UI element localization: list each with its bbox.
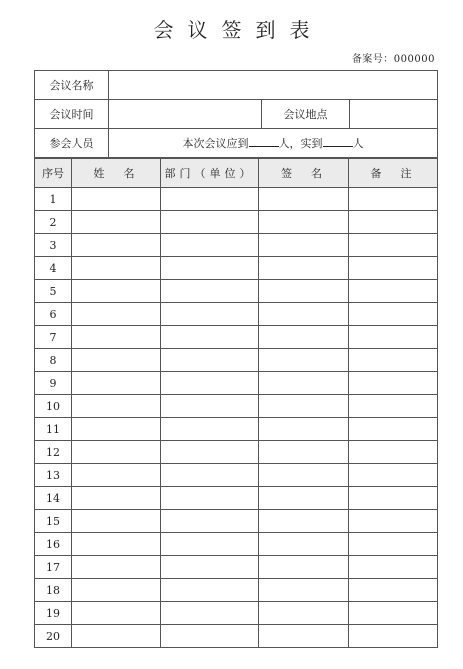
name-cell[interactable] (72, 487, 161, 510)
name-cell[interactable] (72, 303, 161, 326)
table-row (35, 395, 438, 418)
attendance-line (109, 129, 438, 158)
row-number: 20 (35, 625, 72, 648)
signature-cell[interactable] (259, 533, 349, 556)
table-row (35, 441, 438, 464)
remarks-cell[interactable] (349, 257, 438, 280)
signature-cell[interactable] (259, 349, 349, 372)
table-row (35, 188, 438, 211)
name-cell[interactable] (72, 257, 161, 280)
row-number: 16 (35, 533, 72, 556)
row-number: 12 (35, 441, 72, 464)
signature-cell[interactable] (259, 280, 349, 303)
meeting-name-field[interactable] (109, 71, 438, 100)
table-row (35, 372, 438, 395)
table-row (35, 234, 438, 257)
department-cell[interactable] (161, 464, 259, 487)
department-cell[interactable] (161, 418, 259, 441)
name-cell[interactable] (72, 441, 161, 464)
name-cell[interactable] (72, 395, 161, 418)
row-number: 11 (35, 418, 72, 441)
row-number: 7 (35, 326, 72, 349)
signin-rows (35, 188, 438, 648)
name-cell[interactable] (72, 510, 161, 533)
signature-cell[interactable] (259, 625, 349, 648)
remarks-cell[interactable] (349, 418, 438, 441)
row-number: 17 (35, 556, 72, 579)
department-cell[interactable] (161, 510, 259, 533)
signature-cell[interactable] (259, 441, 349, 464)
attendance-suffix: 人 (352, 137, 364, 150)
department-cell[interactable] (161, 602, 259, 625)
table-row (35, 418, 438, 441)
row-number: 2 (35, 211, 72, 234)
row-number: 19 (35, 602, 72, 625)
name-cell[interactable] (72, 211, 161, 234)
name-cell[interactable] (72, 234, 161, 257)
remarks-cell[interactable] (349, 487, 438, 510)
remarks-cell[interactable] (349, 303, 438, 326)
name-cell[interactable] (72, 533, 161, 556)
row-number: 5 (35, 280, 72, 303)
actual-count-blank[interactable] (323, 136, 353, 147)
department-cell[interactable] (161, 211, 259, 234)
name-cell[interactable] (72, 188, 161, 211)
table-row (35, 464, 438, 487)
department-cell[interactable] (161, 349, 259, 372)
remarks-cell[interactable] (349, 464, 438, 487)
header-department: 部门（单位） (161, 159, 259, 188)
meeting-info-table (34, 70, 438, 158)
table-row (35, 625, 438, 648)
remarks-cell[interactable] (349, 280, 438, 303)
page-title: 会议签到表 (153, 18, 324, 42)
department-cell[interactable] (161, 280, 259, 303)
name-cell[interactable] (72, 579, 161, 602)
row-number: 10 (35, 395, 72, 418)
signature-cell[interactable] (259, 211, 349, 234)
name-cell[interactable] (72, 556, 161, 579)
signature-cell[interactable] (259, 303, 349, 326)
department-cell[interactable] (161, 395, 259, 418)
signature-cell[interactable] (259, 464, 349, 487)
table-row (35, 211, 438, 234)
row-number: 1 (35, 188, 72, 211)
department-cell[interactable] (161, 372, 259, 395)
remarks-cell[interactable] (349, 602, 438, 625)
table-row (35, 349, 438, 372)
department-cell[interactable] (161, 441, 259, 464)
department-cell[interactable] (161, 556, 259, 579)
signature-cell[interactable] (259, 418, 349, 441)
department-cell[interactable] (161, 257, 259, 280)
meeting-time-label: 会议时间 (35, 100, 109, 129)
row-number: 4 (35, 257, 72, 280)
row-number: 13 (35, 464, 72, 487)
table-row (35, 280, 438, 303)
remarks-cell[interactable] (349, 510, 438, 533)
table-row (35, 556, 438, 579)
signin-table (34, 158, 438, 648)
signature-cell[interactable] (259, 395, 349, 418)
signature-cell[interactable] (259, 579, 349, 602)
name-cell[interactable] (72, 602, 161, 625)
row-number: 14 (35, 487, 72, 510)
header-name: 姓 名 (72, 159, 161, 188)
remarks-cell[interactable] (349, 234, 438, 257)
signature-cell[interactable] (259, 487, 349, 510)
name-cell[interactable] (72, 349, 161, 372)
department-cell[interactable] (161, 303, 259, 326)
signature-cell[interactable] (259, 372, 349, 395)
name-cell[interactable] (72, 326, 161, 349)
signature-cell[interactable] (259, 602, 349, 625)
signature-cell[interactable] (259, 556, 349, 579)
meeting-place-label: 会议地点 (262, 100, 350, 129)
signature-cell[interactable] (259, 257, 349, 280)
signature-cell[interactable] (259, 188, 349, 211)
remarks-cell[interactable] (349, 372, 438, 395)
remarks-cell[interactable] (349, 556, 438, 579)
department-cell[interactable] (161, 326, 259, 349)
table-row (35, 487, 438, 510)
signature-cell[interactable] (259, 326, 349, 349)
department-cell[interactable] (161, 234, 259, 257)
remarks-cell[interactable] (349, 349, 438, 372)
name-cell[interactable] (72, 372, 161, 395)
remarks-cell[interactable] (349, 579, 438, 602)
table-row (35, 602, 438, 625)
attendance-mid: 人，实到 (278, 137, 323, 150)
department-cell[interactable] (161, 487, 259, 510)
department-cell[interactable] (161, 188, 259, 211)
table-row (35, 533, 438, 556)
table-row (35, 510, 438, 533)
header-signature: 签 名 (259, 159, 349, 188)
table-row (35, 326, 438, 349)
remarks-cell[interactable] (349, 326, 438, 349)
row-number: 8 (35, 349, 72, 372)
record-number: 备案号：000000 (351, 54, 435, 65)
meeting-place-field[interactable] (350, 100, 438, 129)
header-seq: 序号 (35, 159, 72, 188)
expected-count-blank[interactable] (249, 136, 279, 147)
row-number: 15 (35, 510, 72, 533)
department-cell[interactable] (161, 625, 259, 648)
name-cell[interactable] (72, 418, 161, 441)
table-row (35, 257, 438, 280)
department-cell[interactable] (161, 533, 259, 556)
table-header-row (35, 159, 438, 188)
remarks-cell[interactable] (349, 188, 438, 211)
meeting-name-label: 会议名称 (35, 71, 109, 100)
attendees-label: 参会人员 (35, 129, 109, 158)
header-remarks: 备 注 (349, 159, 438, 188)
department-cell[interactable] (161, 579, 259, 602)
name-cell[interactable] (72, 625, 161, 648)
row-number: 3 (35, 234, 72, 257)
remarks-cell[interactable] (349, 211, 438, 234)
name-cell[interactable] (72, 464, 161, 487)
row-number: 18 (35, 579, 72, 602)
row-number: 9 (35, 372, 72, 395)
remarks-cell[interactable] (349, 533, 438, 556)
name-cell[interactable] (72, 280, 161, 303)
remarks-cell[interactable] (349, 395, 438, 418)
row-number: 6 (35, 303, 72, 326)
meeting-time-field[interactable] (109, 100, 262, 129)
signature-cell[interactable] (259, 510, 349, 533)
remarks-cell[interactable] (349, 625, 438, 648)
table-row (35, 579, 438, 602)
signature-cell[interactable] (259, 234, 349, 257)
attendance-prefix: 本次会议应到 (182, 137, 249, 150)
table-row (35, 303, 438, 326)
remarks-cell[interactable] (349, 441, 438, 464)
